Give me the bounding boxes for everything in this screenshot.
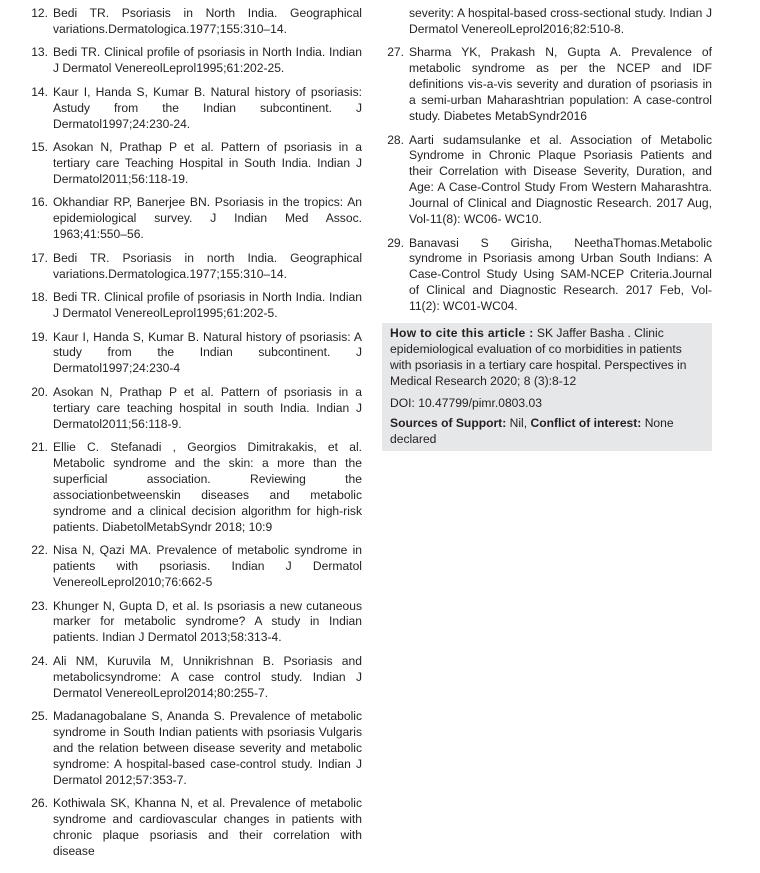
- reference-text: Bedi TR. Clinical profile of psoriasis in North India. Indian J Dermatol VenereolLeprol1995;61:202-25.: [53, 45, 362, 76]
- reference-item: [26, 654, 362, 702]
- reference-item: [26, 709, 362, 789]
- doi: DOI: 10.47799/pimr.0803.03: [390, 396, 542, 411]
- reference-item: [26, 140, 362, 188]
- reference-text: severity: A hospital-based cross-sectional study. Indian J Dermatol VenereolLeprol2016;82:510-8.: [409, 6, 712, 36]
- reference-text: Asokan N, Prathap P et al. Pattern of psoriasis in a tertiary care teaching hospital in south India. Indian J Dermatol2011;56:118-9.: [53, 384, 362, 431]
- support-conflict-line: [390, 415, 706, 447]
- reference-text: Okhandiar RP, Banerjee BN. Psoriasis in the tropics: An epidemiological survey. J Indian Med Assoc. 1963;41:550–56.: [53, 195, 362, 242]
- reference-text: Asokan N, Prathap P et al. Pattern of psoriasis in a tertiary care Teaching Hospital in South India. Indian J Dermatol2011;56:118-19.: [53, 140, 362, 186]
- reference-number: 28.: [387, 132, 404, 147]
- reference-item: [26, 251, 362, 283]
- left-column: [26, 6, 362, 868]
- reference-text: Banavasi S Girisha, NeethaThomas.Metabolic syndrome in Psoriasis among Urban South Indians: A Case-Control Study Using SAM-NCEP Criteria.Journal of Clinical and Diagnostic Research. 2017 Feb, Vol- 11(2): WC01-WC04.: [409, 235, 712, 314]
- reference-text: Khunger N, Gupta D, et al. Is psoriasis a new cutaneous marker for metabolic syndrome? A study in Indian patients. Indian J Dermatol 2013;58:313-4.: [53, 598, 362, 645]
- reference-number: 21.: [31, 440, 48, 455]
- reference-number: 18.: [31, 290, 48, 305]
- reference-item: [382, 133, 712, 228]
- reference-text: Sharma YK, Prakash N, Gupta A. Prevalence of metabolic syndrome as per the NCEP and IDF definitions vis-a-vis severity and duration of psoriasis in a semi-urban Maharashtrian population: A case-control study. Diabetes MetabSyndr2016: [409, 45, 712, 124]
- reference-continuation: [382, 6, 712, 38]
- reference-number: 27.: [387, 45, 404, 60]
- reference-number: 17.: [31, 250, 48, 265]
- citation-box: [382, 323, 712, 451]
- reference-text: Bedi TR. Psoriasis in north India. Geographical variations.Dermatologica.1977;155:310–14.: [53, 250, 362, 281]
- reference-item: [26, 440, 362, 535]
- reference-text: Ellie C. Stefanadi , Georgios Dimitrakakis, et al. Metabolic syndrome and the skin: a more than the superficial association. Reviewing the associationbetweenskin diseases and metabolic syndrome and a clinical decision algorithm for high-risk patients. DiabetolMetabSyndr 2018; 10:9: [53, 440, 362, 534]
- reference-text: Bedi TR. Psoriasis in North India. Geographical variations.Dermatologica.1977;155:310–14.: [53, 6, 362, 36]
- reference-item: [26, 195, 362, 243]
- reference-text: Nisa N, Qazi MA. Prevalence of metabolic syndrome in patients with psoriasis. Indian J Dermatol VenereolLeprol2010;76:662-5: [53, 543, 362, 590]
- reference-item: [26, 45, 362, 77]
- support-value: Nil,: [509, 416, 528, 431]
- reference-number: 16.: [31, 195, 48, 210]
- reference-item: [26, 6, 362, 38]
- citation-heading: How to cite this article :: [390, 326, 534, 341]
- reference-item: [26, 85, 362, 133]
- reference-number: 25.: [31, 709, 48, 724]
- reference-number: 19.: [31, 329, 48, 344]
- reference-text: Bedi TR. Clinical profile of psoriasis in North India. Indian J Dermatol VenereolLeprol1995;61:202-5.: [53, 290, 362, 321]
- reference-list-left: [26, 6, 362, 860]
- reference-number: 15.: [31, 140, 48, 155]
- reference-text: Madanagobalane S, Ananda S. Prevalence of metabolic syndrome in South Indian patients with psoriasis Vulgaris and the relation between disease severity and metabolic syndrome: A hospital-based case-control study. Indian J Dermatol 2012;57:353-7.: [53, 709, 362, 787]
- reference-item: [26, 290, 362, 322]
- reference-item: [26, 796, 362, 860]
- reference-item: [382, 236, 712, 316]
- reference-number: 24.: [31, 653, 48, 668]
- reference-list-right: [382, 6, 712, 315]
- reference-text: Kothiwala SK, Khanna N, et al. Prevalence of metabolic syndrome and cardiovascular changes in patients with chronic plaque psoriasis and their correlation with disease: [53, 796, 362, 858]
- right-column: [382, 6, 712, 451]
- reference-number: 14.: [31, 84, 48, 99]
- conflict-label: Conflict of interest:: [530, 416, 642, 431]
- reference-number: 23.: [31, 598, 48, 613]
- reference-number: 13.: [31, 45, 48, 60]
- reference-number: 22.: [31, 543, 48, 558]
- citation-paragraph: [390, 325, 706, 389]
- reference-text: Kaur I, Handa S, Kumar B. Natural history of psoriasis: A study from the Indian subcontinent. J Dermatol1997;24:230-4: [53, 329, 362, 376]
- conflict-value: None declared: [390, 416, 674, 447]
- reference-number: 12.: [31, 6, 48, 20]
- reference-item: [382, 45, 712, 125]
- reference-item: [26, 385, 362, 433]
- support-label: Sources of Support:: [390, 416, 507, 431]
- reference-number: 20.: [31, 384, 48, 399]
- reference-number: 29.: [387, 235, 404, 250]
- citation-text: SK Jaffer Basha . Clinic epidemiological evaluation of co morbidities in patients with psoriasis in a tertiary care hospital. Perspectives in Medical Research 2020; 8 (3):8-12: [390, 326, 687, 389]
- reference-item: [26, 543, 362, 591]
- reference-item: [26, 599, 362, 647]
- reference-text: Aarti sudamsulanke et al. Association of Metabolic Syndrome in Chronic Plaque Psoriasis Patients and their Correlation with Disease Severity, Duration, and Age: A Case-Control Study From Western Maharashtra. Journal of Clinical and Diagnostic Research. 2017 Aug, Vol-11(8): WC06- WC10.: [409, 132, 712, 227]
- reference-text: Ali NM, Kuruvila M, Unnikrishnan B. Psoriasis and metabolicsyndrome: A case control study. Indian J Dermatol VenereolLeprol2014;80:255-7.: [53, 653, 362, 700]
- reference-number: 26.: [31, 796, 48, 811]
- reference-item: [26, 330, 362, 378]
- reference-text: Kaur I, Handa S, Kumar B. Natural history of psoriasis: Astudy from the Indian subcontinent. J Dermatol1997;24:230-24.: [53, 84, 362, 131]
